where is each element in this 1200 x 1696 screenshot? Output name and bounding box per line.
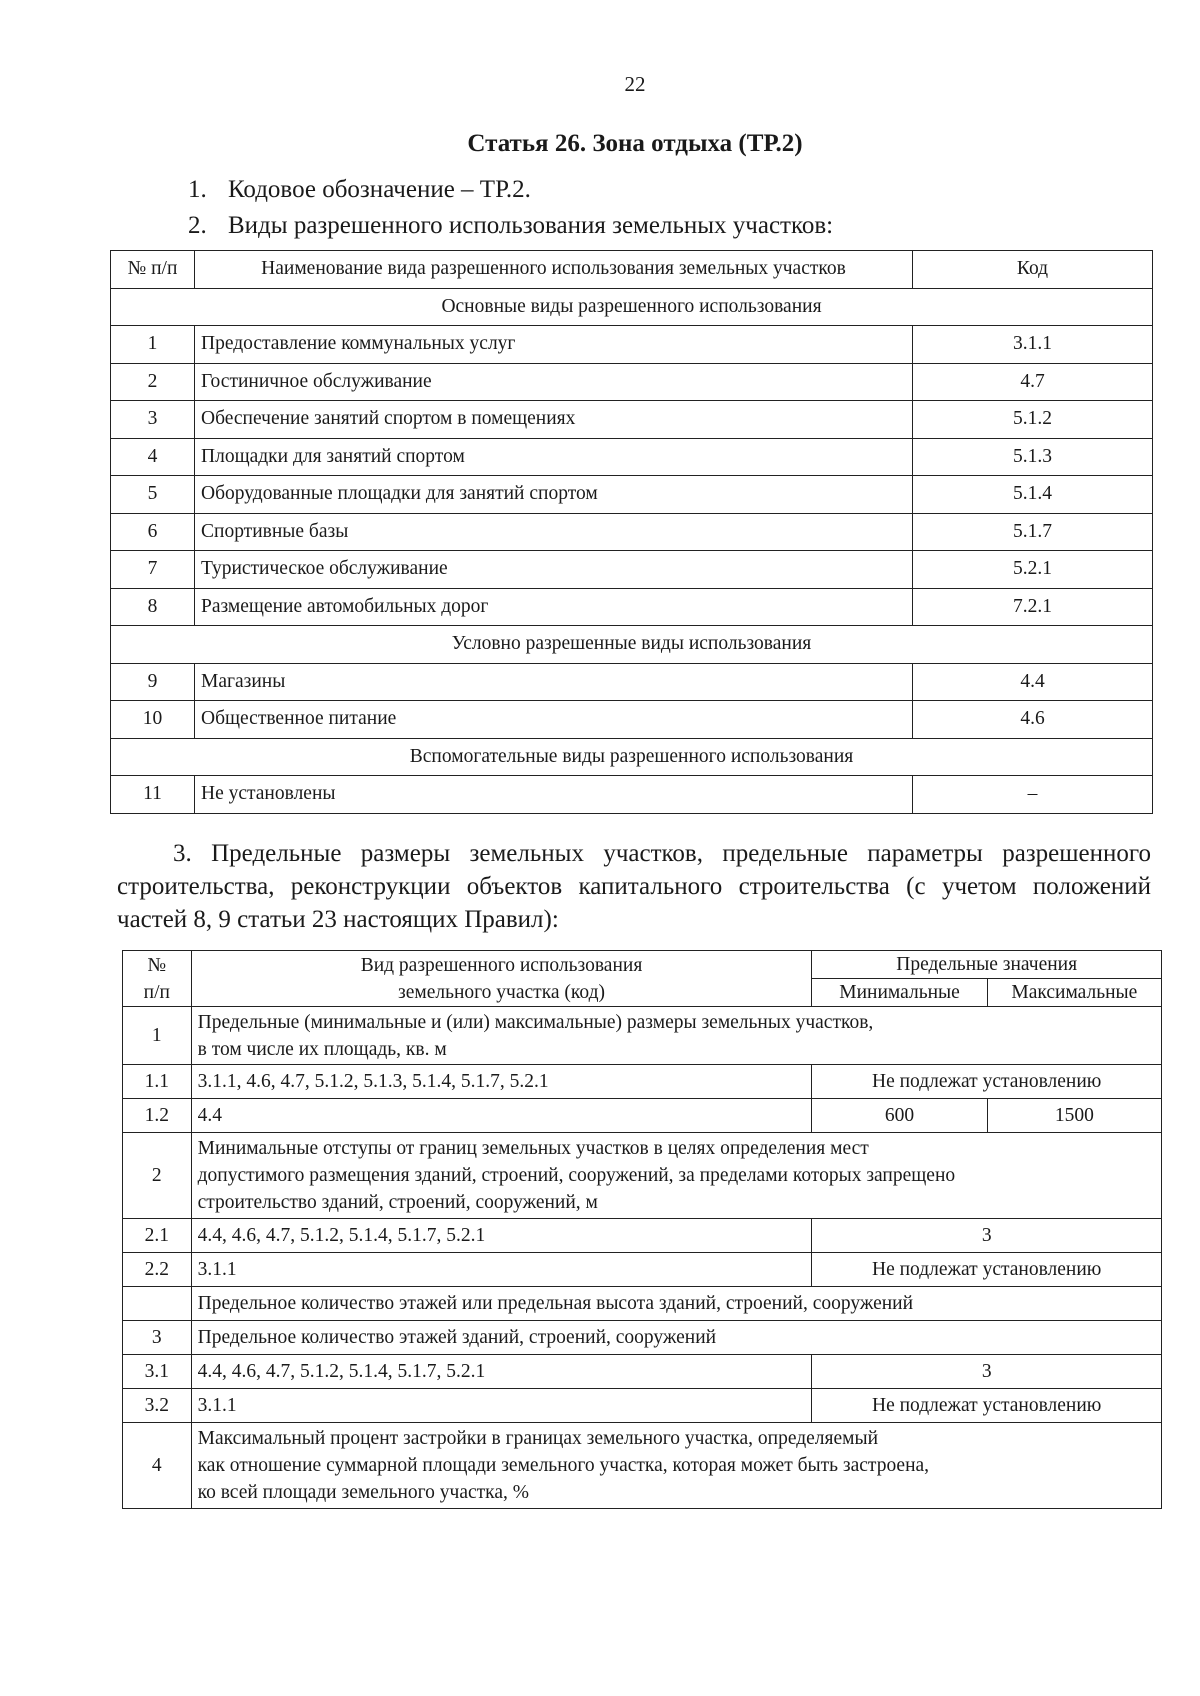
table-row <box>111 326 1153 364</box>
limits-table <box>122 950 1162 1509</box>
use-name: Оборудованные площадки для занятий спортом <box>195 476 913 514</box>
list-item-text: Виды разрешенного использования земельных участков: <box>228 212 834 239</box>
group-text: Предельные (минимальные и (или) максимальные) размеры земельных участков, в том числе их площадь, кв. м <box>191 1007 1161 1065</box>
use-code: 5.1.2 <box>913 401 1153 439</box>
use-name: Общественное питание <box>195 701 913 739</box>
table-row <box>111 476 1153 514</box>
use-codes: 4.4 <box>191 1099 812 1133</box>
use-code: 4.4 <box>913 663 1153 701</box>
use-code: 5.1.3 <box>913 438 1153 476</box>
table-row <box>111 513 1153 551</box>
row-number: 2.2 <box>123 1253 192 1287</box>
table-row <box>123 1423 1162 1509</box>
limits-body <box>123 1007 1162 1509</box>
table-row <box>123 1321 1162 1355</box>
page-number: 22 <box>624 72 646 96</box>
use-code: 4.6 <box>913 701 1153 739</box>
header-code: Код <box>913 251 1153 289</box>
row-number <box>123 1287 192 1321</box>
use-name: Обеспечение занятий спортом в помещениях <box>195 401 913 439</box>
row-number: 8 <box>111 588 195 626</box>
row-number: 3.2 <box>123 1389 192 1423</box>
use-code: 7.2.1 <box>913 588 1153 626</box>
limit-value: Не подлежат установлению <box>812 1253 1162 1287</box>
table-row <box>123 1287 1162 1321</box>
table-row <box>111 701 1153 739</box>
use-code: 3.1.1 <box>913 326 1153 364</box>
row-number: 1 <box>123 1007 192 1065</box>
use-code: 4.7 <box>913 363 1153 401</box>
article-title: Статья 26. Зона отдыха (ТР.2) <box>467 130 803 157</box>
use-name: Туристическое обслуживание <box>195 551 913 589</box>
paragraph-3: 3. Предельные размеры земельных участков, предельные параметры разрешенного строительства, реконструкции объектов капитального строительства (с учетом положений частей 8, 9 статьи 23 настоящих Правил): <box>117 840 1151 933</box>
row-number: 3 <box>111 401 195 439</box>
permitted-uses-body <box>111 288 1153 813</box>
section-row <box>111 626 1153 664</box>
list-item-number: 2. <box>188 212 207 239</box>
header-num: № п/п <box>123 951 192 1007</box>
use-code: 5.1.7 <box>913 513 1153 551</box>
table-row <box>111 401 1153 439</box>
list-item-number: 1. <box>188 176 207 203</box>
row-number: 3.1 <box>123 1355 192 1389</box>
limit-value: Не подлежат установлению <box>812 1389 1162 1423</box>
section-row <box>111 288 1153 326</box>
header-max: Максимальные <box>987 979 1161 1007</box>
group-text: Предельное количество этажей зданий, строений, сооружений <box>191 1321 1161 1355</box>
table-row <box>123 1065 1162 1099</box>
row-number: 5 <box>111 476 195 514</box>
section-title: Вспомогательные виды разрешенного использования <box>111 738 1153 776</box>
use-codes: 3.1.1 <box>191 1253 812 1287</box>
table-row <box>123 1099 1162 1133</box>
use-code: 5.2.1 <box>913 551 1153 589</box>
permitted-uses-table <box>110 250 1153 814</box>
group-text: Предельное количество этажей или предельная высота зданий, строений, сооружений <box>191 1287 1161 1321</box>
row-number: 2 <box>123 1133 192 1219</box>
use-codes: 4.4, 4.6, 4.7, 5.1.2, 5.1.4, 5.1.7, 5.2.1 <box>191 1355 812 1389</box>
table-row <box>111 776 1153 814</box>
use-name: Гостиничное обслуживание <box>195 363 913 401</box>
row-number: 1 <box>111 326 195 364</box>
limit-value: Не подлежат установлению <box>812 1065 1162 1099</box>
header-name: Наименование вида разрешенного использования земельных участков <box>195 251 913 289</box>
list-item-text: Кодовое обозначение – ТР.2. <box>228 176 531 203</box>
table-row <box>123 1133 1162 1219</box>
use-name: Площадки для занятий спортом <box>195 438 913 476</box>
row-number: 9 <box>111 663 195 701</box>
use-codes: 3.1.1, 4.6, 4.7, 5.1.2, 5.1.3, 5.1.4, 5.1.7, 5.2.1 <box>191 1065 812 1099</box>
use-name: Спортивные базы <box>195 513 913 551</box>
table-row <box>111 588 1153 626</box>
use-name: Предоставление коммунальных услуг <box>195 326 913 364</box>
limit-value: 3 <box>812 1219 1162 1253</box>
row-number: 11 <box>111 776 195 814</box>
table-header-row <box>111 251 1153 289</box>
group-text: Максимальный процент застройки в границах земельного участка, определяемый как отношение суммарной площади земельного участка, которая может быть застроена, ко всей площади земельного участка, % <box>191 1423 1161 1509</box>
header-type: Вид разрешенного использования земельного участка (код) <box>191 951 812 1007</box>
row-number: 3 <box>123 1321 192 1355</box>
row-number: 1.1 <box>123 1065 192 1099</box>
use-name: Не установлены <box>195 776 913 814</box>
table-row <box>123 1253 1162 1287</box>
limit-value: 3 <box>812 1355 1162 1389</box>
use-codes: 3.1.1 <box>191 1389 812 1423</box>
use-code: – <box>913 776 1153 814</box>
max-value: 1500 <box>987 1099 1161 1133</box>
table-row <box>123 1219 1162 1253</box>
row-number: 4 <box>111 438 195 476</box>
row-number: 6 <box>111 513 195 551</box>
table-row <box>123 1355 1162 1389</box>
table-row <box>123 1007 1162 1065</box>
use-code: 5.1.4 <box>913 476 1153 514</box>
table-row <box>111 438 1153 476</box>
row-number: 1.2 <box>123 1099 192 1133</box>
row-number: 2 <box>111 363 195 401</box>
use-name: Магазины <box>195 663 913 701</box>
row-number: 7 <box>111 551 195 589</box>
row-number: 2.1 <box>123 1219 192 1253</box>
table-row <box>123 1389 1162 1423</box>
section-title: Условно разрешенные виды использования <box>111 626 1153 664</box>
min-value: 600 <box>812 1099 987 1133</box>
table-row <box>111 663 1153 701</box>
section-row <box>111 738 1153 776</box>
list-item <box>188 176 531 204</box>
row-number: 4 <box>123 1423 192 1509</box>
section-title: Основные виды разрешенного использования <box>111 288 1153 326</box>
use-name: Размещение автомобильных дорог <box>195 588 913 626</box>
table-header-row <box>123 951 1162 979</box>
use-codes: 4.4, 4.6, 4.7, 5.1.2, 5.1.4, 5.1.7, 5.2.1 <box>191 1219 812 1253</box>
row-number: 10 <box>111 701 195 739</box>
table-row <box>111 551 1153 589</box>
group-text: Минимальные отступы от границ земельных участков в целях определения мест допустимого размещения зданий, строений, сооружений, за пределами которых запрещено строительство зданий, строений, сооружений, м <box>191 1133 1161 1219</box>
header-limits: Предельные значения <box>812 951 1162 979</box>
list-item <box>188 212 833 240</box>
header-num: № п/п <box>111 251 195 289</box>
table-row <box>111 363 1153 401</box>
header-min: Минимальные <box>812 979 987 1007</box>
